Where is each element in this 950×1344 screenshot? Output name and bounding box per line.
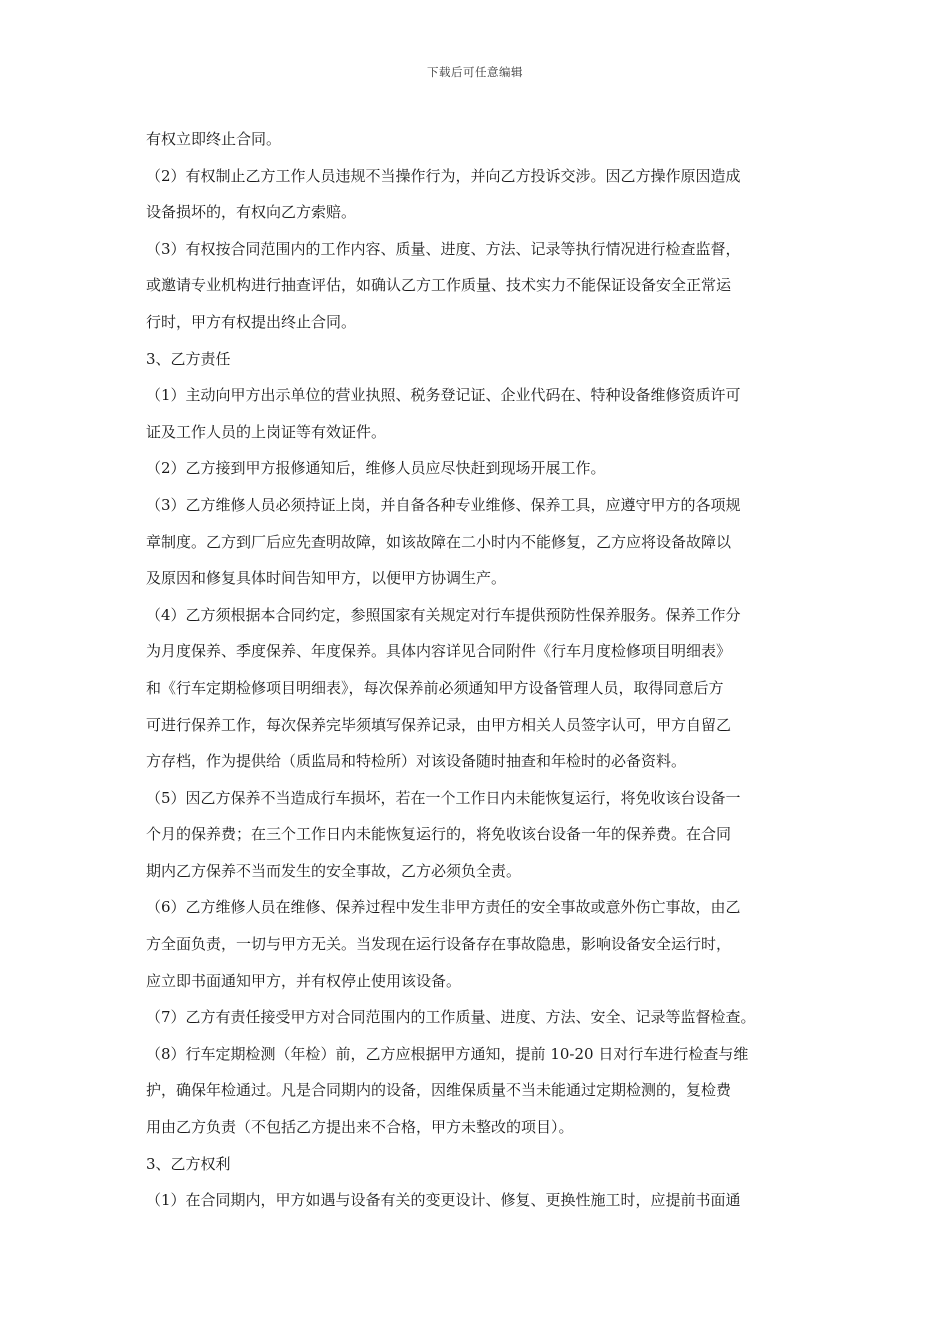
text-line: （1）在合同期内，甲方如遇与设备有关的变更设计、修复、更换性施工时，应提前书面通 [146,1191,741,1210]
section-heading: 3、乙方责任 [146,349,231,368]
text-line: 个月的保养费；在三个工作日内未能恢复运行的，将免收该台设备一年的保养费。在合同 [146,825,732,844]
text-line: 方全面负责，一切与甲方无关。当发现在运行设备存在事故隐患，影响设备安全运行时， [146,935,732,954]
document-body [146,121,826,1219]
text-line: 为月度保养、季度保养、年度保养。具体内容详见合同附件《行车月度检修项目明细表》 [146,642,732,661]
text-line: 用由乙方负责（不包括乙方提出来不合格，甲方未整改的项目）。 [146,1118,574,1137]
text-line: （1）主动向甲方出示单位的营业执照、税务登记证、企业代码在、特种设备维修资质许可 [146,386,741,405]
text-line: 行时，甲方有权提出终止合同。 [146,312,357,331]
text-line: 章制度。乙方到厂后应先查明故障，如该故障在二小时内不能修复，乙方应将设备故障以 [146,532,732,551]
text-line: 期内乙方保养不当而发生的安全事故，乙方必须负全责。 [146,861,522,880]
text-line: 设备损坏的，有权向乙方索赔。 [146,203,357,222]
section-heading: 3、乙方权利 [146,1154,231,1173]
text-line: 证及工作人员的上岗证等有效证件。 [146,422,387,441]
text-line: （2）有权制止乙方工作人员违规不当操作行为，并向乙方投诉交涉。因乙方操作原因造成 [146,166,741,185]
text-line: （2）乙方接到甲方报修通知后，维修人员应尽快赶到现场开展工作。 [146,459,606,478]
text-line: （3）有权按合同范围内的工作内容、质量、进度、方法、记录等执行情况进行检查监督， [146,239,741,258]
text-line: 方存档，作为提供给（质监局和特检所）对该设备随时抽查和年检时的必备资料。 [146,752,687,771]
text-line: 有权立即终止合同。 [146,130,282,148]
text-line: 应立即书面通知甲方，并有权停止使用该设备。 [146,971,462,990]
text-line: （6）乙方维修人员在维修、保养过程中发生非甲方责任的安全事故或意外伤亡事故，由乙 [146,898,741,917]
page-header: 下载后可任意编辑 [427,65,523,79]
text-line: 和《行车定期检修项目明细表》，每次保养前必须通知甲方设备管理人员，取得同意后方 [146,678,724,697]
text-line: （4）乙方须根据本合同约定，参照国家有关规定对行车提供预防性保养服务。保养工作分 [146,605,741,624]
text-line: 可进行保养工作，每次保养完毕须填写保养记录，由甲方相关人员签字认可，甲方自留乙 [146,715,732,734]
text-line: （3）乙方维修人员必须持证上岗，并自备各种专业维修、保养工具，应遵守甲方的各项规 [146,495,741,514]
text-line: （7）乙方有责任接受甲方对合同范围内的工作质量、进度、方法、安全、记录等监督检查。 [146,1008,756,1027]
text-line: 或邀请专业机构进行抽查评估，如确认乙方工作质量、技术实力不能保证设备安全正常运 [146,276,732,295]
text-line: 及原因和修复具体时间告知甲方，以便甲方协调生产。 [146,569,507,588]
text-line: （5）因乙方保养不当造成行车损坏，若在一个工作日内未能恢复运行，将免收该台设备一 [146,788,741,807]
text-line: 护，确保年检通过。凡是合同期内的设备，因维保质量不当未能通过定期检测的，复检费 [146,1081,732,1100]
text-line: （8）行车定期检测（年检）前，乙方应根据甲方通知，提前 10-20 日对行车进行检查与维 [146,1044,749,1063]
